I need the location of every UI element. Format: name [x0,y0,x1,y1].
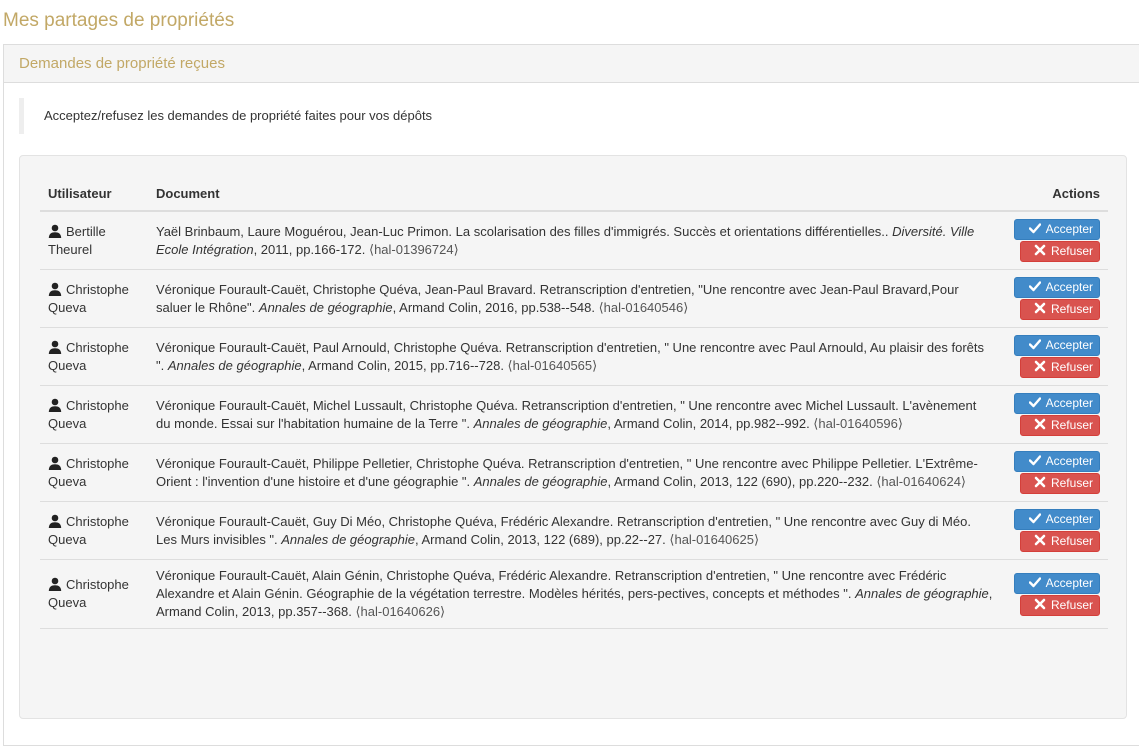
document-citation-end: , Armand Colin, 2013, pp.357--368. [156,586,993,619]
user-name: Christophe Queva [48,281,129,315]
user-cell [40,502,148,560]
table-row [40,444,1108,502]
user-name: Christophe Queva [48,513,129,547]
times-icon [1034,417,1046,429]
user-name: Christophe Queva [48,577,129,610]
refuse-button[interactable] [1020,415,1100,436]
refuse-label: Refuser [1050,476,1093,490]
accept-button[interactable] [1014,509,1100,530]
document-cell [148,444,1002,502]
times-icon [1034,475,1046,487]
document-cell [148,211,1002,270]
refuse-label: Refuser [1050,302,1093,316]
hal-reference: ⟨hal-01640596⟩ [813,415,903,431]
actions-cell [1002,386,1108,444]
check-icon [1029,395,1041,407]
accept-button[interactable] [1014,573,1100,594]
document-citation: Yaël Brinbaum, Laure Moguérou, Jean-Luc Primon. La scolarisation des filles d'immigrés. Succès et orientations différentielles.. [156,223,893,239]
refuse-button[interactable] [1020,473,1100,494]
journal-title: Annales de géographie [258,299,393,315]
user-icon [48,224,62,238]
document-citation: Véronique Fourault-Cauët, Alain Génin, Christophe Quéva, Frédéric Alexandre. Retranscription d'entretien, " Une rencontre avec Frédéric Alexandre et Alain Génin. Géographie de la végétation terrestre. Modèles hérités, pers-pectives, concepts et méthodes ". [156,568,947,601]
user-name: Bertille Theurel [48,223,106,257]
times-icon [1034,597,1046,609]
accept-label: Accepter [1045,512,1093,526]
column-header-user: Utilisateur [40,176,148,211]
user-icon [48,514,62,528]
accept-label: Accepter [1045,338,1093,352]
document-citation-end: , 2011, pp.166-172. [253,241,369,257]
user-cell [40,211,148,270]
refuse-button[interactable] [1020,357,1100,378]
user-cell [40,270,148,328]
check-icon [1029,221,1041,233]
actions-cell [1002,502,1108,560]
check-icon [1029,337,1041,349]
document-cell [148,386,1002,444]
table-row [40,386,1108,444]
check-icon [1029,511,1041,523]
panel-heading: Demandes de propriété reçues [4,45,1139,83]
document-citation: Véronique Fourault-Cauët, Michel Lussault, Christophe Quéva. Retranscription d'entretien, " Une rencontre avec Michel Lussault. L'avènement du monde. Essai sur l'habitation humaine de la Terre ". [156,397,977,431]
accept-label: Accepter [1045,396,1093,410]
document-citation: Véronique Fourault-Cauët, Paul Arnould, Christophe Quéva. Retranscription d'entretien, " Une rencontre avec Paul Arnould, Au plaisir des forêts ". [156,339,985,373]
hal-reference: ⟨hal-01640625⟩ [669,531,760,547]
user-icon [48,577,62,591]
document-citation-end: , Armand Colin, 2013, 122 (689), pp.22--27. [415,531,670,547]
check-icon [1029,575,1041,587]
requests-table [40,176,1108,669]
ownership-requests-panel [3,44,1139,746]
table-row [40,211,1108,270]
journal-title: Annales de géographie [855,586,989,601]
hal-reference: ⟨hal-01396724⟩ [369,241,459,257]
actions-cell [1002,444,1108,502]
refuse-button[interactable] [1020,299,1100,320]
journal-title: Annales de géographie [473,415,608,431]
user-icon [48,340,62,354]
refuse-label: Refuser [1050,244,1093,258]
accept-label: Accepter [1045,280,1093,294]
table-row [40,270,1108,328]
refuse-label: Refuser [1050,597,1093,612]
user-cell [40,386,148,444]
hal-reference: ⟨hal-01640565⟩ [507,357,598,373]
hal-reference: ⟨hal-01640546⟩ [598,299,689,315]
times-icon [1034,533,1046,545]
user-icon [48,282,62,296]
journal-title: Diversité. Ville Ecole Intégration [156,223,975,257]
document-citation: Véronique Fourault-Cauët, Philippe Pelletier, Christophe Quéva. Retranscription d'entretien, " Une rencontre avec Philippe Pelletier. L'Extrême-Orient : l'invention d'une histoire et d'une géographie ". [156,455,978,489]
times-icon [1034,301,1046,313]
actions-cell [1002,211,1108,270]
accept-button[interactable] [1014,393,1100,414]
actions-cell [1002,560,1108,629]
accept-label: Accepter [1045,222,1093,236]
column-header-actions: Actions [1002,176,1108,211]
document-cell [148,270,1002,328]
table-row [40,502,1108,560]
hal-reference: ⟨hal-01640624⟩ [876,473,967,489]
journal-title: Annales de géographie [473,473,608,489]
actions-cell [1002,270,1108,328]
check-icon [1029,453,1041,465]
accept-button[interactable] [1014,335,1100,356]
document-cell [148,328,1002,386]
table-row [40,560,1108,629]
user-cell [40,444,148,502]
hal-reference: ⟨hal-01640626⟩ [355,604,446,619]
accept-button[interactable] [1014,277,1100,298]
requests-table-well [19,155,1127,719]
document-citation-end: , Armand Colin, 2014, pp.982--992. [607,415,814,431]
user-name: Christophe Queva [48,397,129,431]
document-citation-end: , Armand Colin, 2013, 122 (690), pp.220--232. [607,473,877,489]
refuse-button[interactable] [1020,531,1100,552]
user-cell [40,328,148,386]
document-citation-end: , Armand Colin, 2015, pp.716--728. [301,357,508,373]
accept-button[interactable] [1014,219,1100,240]
user-cell [40,560,148,629]
times-icon [1034,359,1046,371]
journal-title: Annales de géographie [281,531,415,547]
refuse-label: Refuser [1050,360,1093,374]
page-title: Mes partages de propriétés [3,10,235,31]
user-icon [48,398,62,412]
document-citation: Véronique Fourault-Cauët, Christophe Quéva, Jean-Paul Bravard. Retranscription d'entretien, "Une rencontre avec Jean-Paul Bravard,Pour saluer le Rhône". [156,281,959,315]
instructions-callout: Acceptez/refusez les demandes de propriété faites pour vos dépôts [19,98,1106,134]
user-icon [48,456,62,470]
refuse-label: Refuser [1050,418,1093,432]
column-header-document: Document [148,176,1002,211]
accept-label: Accepter [1045,575,1093,590]
table-row [40,328,1108,386]
refuse-button[interactable] [1020,595,1100,616]
refuse-button[interactable] [1020,241,1100,262]
document-citation-end: , Armand Colin, 2016, pp.538--548. [392,299,599,315]
check-icon [1029,279,1041,291]
spacer-cell [40,629,1108,670]
times-icon [1034,243,1046,255]
actions-cell [1002,328,1108,386]
journal-title: Annales de géographie [167,357,302,373]
user-name: Christophe Queva [48,455,129,489]
document-cell [148,502,1002,560]
document-citation: Véronique Fourault-Cauët, Guy Di Méo, Christophe Quéva, Frédéric Alexandre. Retranscription d'entretien, " Une rencontre avec Guy di Méo. Les Murs invisibles ". [156,513,971,547]
table-header-row [40,176,1108,211]
table-footer-spacer [40,629,1108,670]
user-name: Christophe Queva [48,339,129,373]
refuse-label: Refuser [1050,534,1093,548]
accept-button[interactable] [1014,451,1100,472]
accept-label: Accepter [1045,454,1093,468]
document-cell [148,560,1002,629]
